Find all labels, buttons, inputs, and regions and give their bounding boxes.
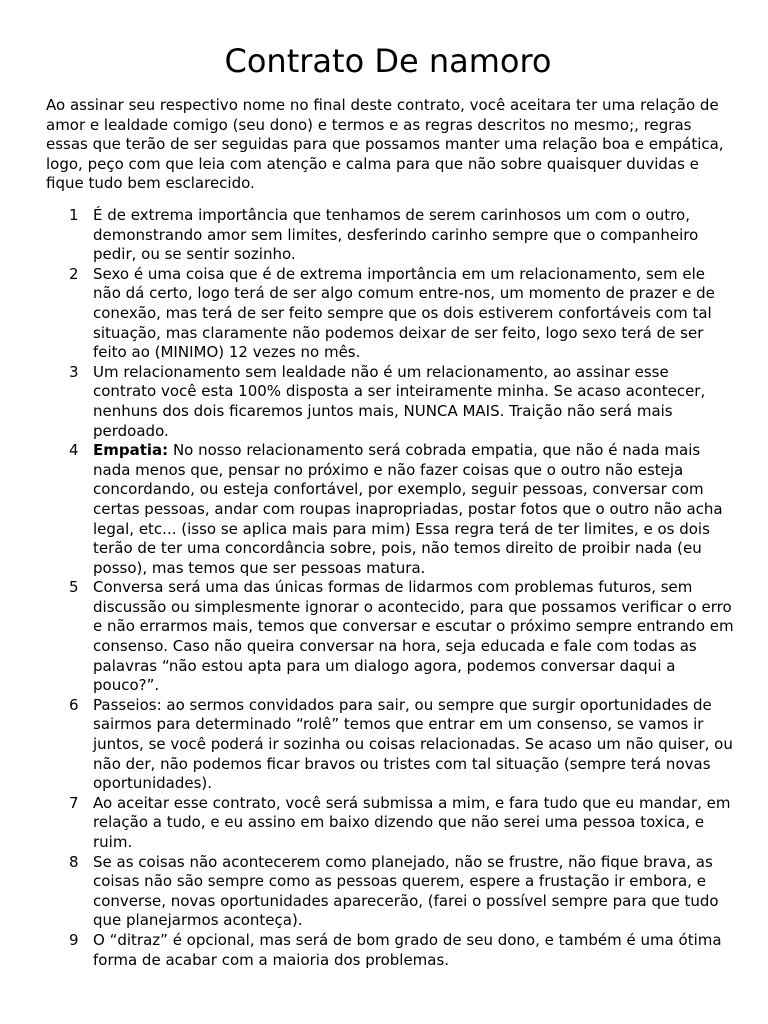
rule-number: 8 xyxy=(69,852,79,871)
list-item xyxy=(46,265,736,363)
rules-list xyxy=(46,206,736,970)
rule-number: 5 xyxy=(69,578,79,597)
list-item xyxy=(46,794,736,853)
rule-text: Conversa será uma das únicas formas de lidarmos com problemas futuros, sem discussão ou simplesmente ignorar o acontecido, para que possamos verificar o erro e não errarmos mais, temos que conversar e escutar o próximo sempre entrando em consenso. Caso não queira conversar na hora, seja educada e fale com todas as palavras “não estou apta para um dialogo agora, podemos conversar daqui a pouco?”. xyxy=(93,578,734,695)
rule-text: Se as coisas não acontecerem como planejado, não se frustre, não fique brava, as coisas não são sempre como as pessoas querem, espere a frustação ir embora, e converse, novas oportunidades aparecerão, (farei o possível sempre para que tudo que planejarmos aconteça). xyxy=(93,852,719,930)
list-item xyxy=(46,696,736,794)
rule-text: No nosso relacionamento será cobrada empatia, que não é nada mais nada menos que, pensar no próximo e não fazer coisas que o outro não esteja concordando, ou esteja confortável, por exemplo, seguir pessoas, conversar com certas pessoas, andar com roupas inapropriadas, postar fotos que o outro não acha legal, etc... (isso se aplica mais para mim) Essa regra terá de ter limites, e os dois terão de ter uma concordância sobre, pois, não temos direito de proibir nada (eu posso), mas temos que ser pessoas matura. xyxy=(93,441,723,577)
rule-number: 1 xyxy=(69,206,79,224)
rule-text: Um relacionamento sem lealdade não é um relacionamento, ao assinar esse contrato você esta 100% disposta a ser inteiramente minha. Se acaso acontecer, nenhuns dos dois ficaremos juntos mais, NUNCA MAIS. Traição não será mais perdoado. xyxy=(93,362,706,440)
list-item xyxy=(46,578,736,696)
rule-number: 2 xyxy=(69,264,79,283)
rule-text: Sexo é uma coisa que é de extrema importância em um relacionamento, sem ele não dá certo, logo terá de ser algo comum entre-nos, um momento de prazer e de conexão, mas terá de ser feito sempre que os dois estiverem confortáveis com tal situação, mas claramente não podemos deixar de ser feito, logo sexo terá de ser feito ao (MINIMO) 12 vezes no mês. xyxy=(93,264,715,362)
rule-number: 7 xyxy=(69,793,79,812)
intro-paragraph: Ao assinar seu respectivo nome no final deste contrato, você aceitara ter uma relação de amor e lealdade comigo (seu dono) e termos e as regras descritos no mesmo;, regras essas que terão de ser seguidas para que possamos manter uma relação boa e empática, logo, peço com que leia com atenção e calma para que não sobre quaisquer duvidas e fique tudo bem esclarecido. xyxy=(46,96,724,193)
list-item xyxy=(46,441,736,578)
rule-number: 9 xyxy=(69,930,79,949)
rule-text: O “ditraz” é opcional, mas será de bom grado de seu dono, e também é uma ótima forma de acabar com a maioria dos problemas. xyxy=(93,930,722,969)
rule-number: 3 xyxy=(69,362,79,381)
rule-text: Passeios: ao sermos convidados para sair, ou sempre que surgir oportunidades de sairmos para determinado “rolê” temos que entrar em um consenso, se vamos ir juntos, se você poderá ir sozinha ou coisas relacionadas. Se acaso um não quiser, ou não der, não podemos ficar bravos ou tristes com tal situação (sempre terá novas oportunidades). xyxy=(93,695,733,793)
rule-text: Ao aceitar esse contrato, você será submissa a mim, e fara tudo que eu mandar, em relação a tudo, e eu assino em baixo dizendo que não serei uma pessoa toxica, e ruim. xyxy=(93,793,731,851)
page-title: Contrato De namoro xyxy=(224,42,552,80)
rule-lead: Empatia: xyxy=(93,441,169,460)
list-item xyxy=(46,363,736,441)
list-item xyxy=(46,206,736,265)
rule-number: 4 xyxy=(69,441,79,460)
rule-number: 6 xyxy=(69,695,79,714)
rule-text: É de extrema importância que tenhamos de serem carinhosos um com o outro, demonstrando amor sem limites, desferindo carinho sempre que o companheiro pedir, ou se sentir sozinho. xyxy=(93,206,699,264)
list-item xyxy=(46,931,736,970)
list-item xyxy=(46,853,736,931)
